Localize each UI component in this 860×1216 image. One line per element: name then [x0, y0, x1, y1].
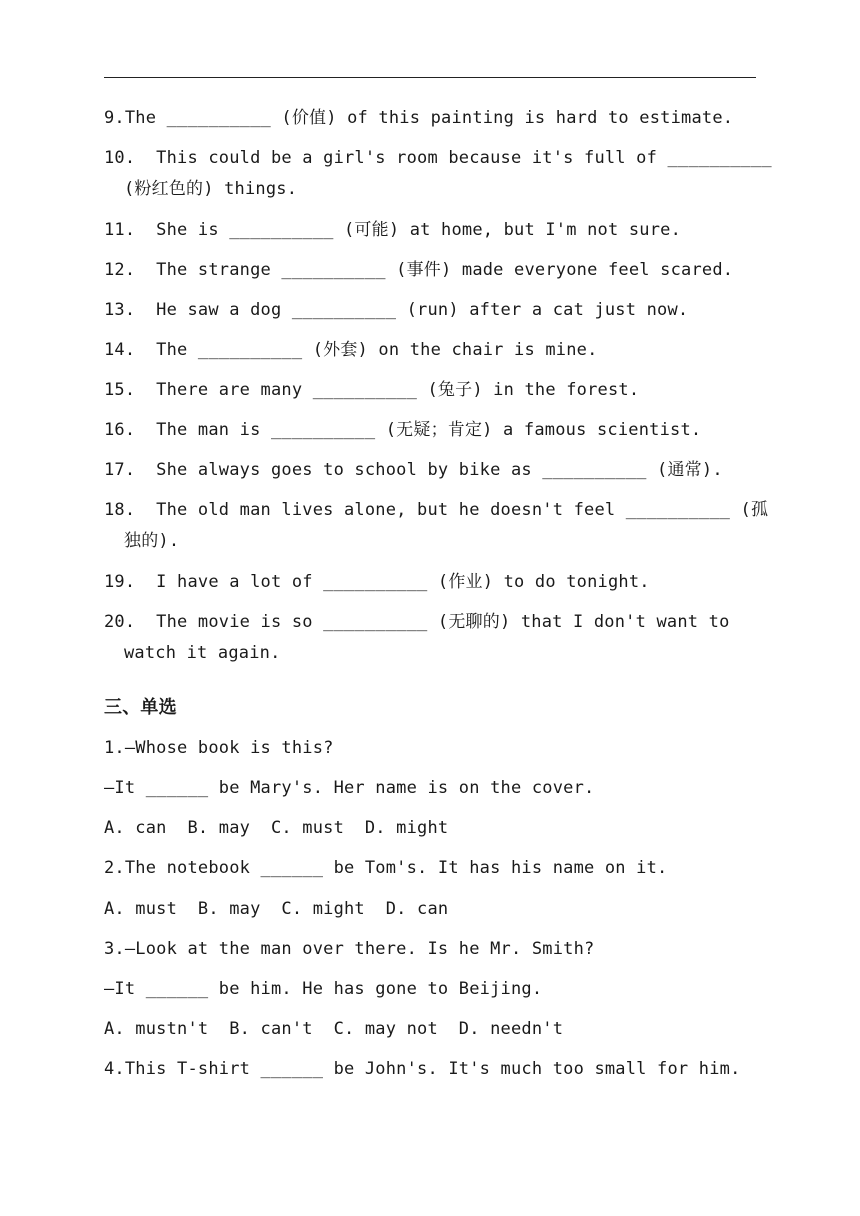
choice-1-stem: 1.—Whose book is this?: [104, 738, 334, 758]
choice-3-options: A. mustn't B. can't C. may not D. needn't: [104, 1019, 564, 1039]
question-15: 15. There are many __________ (兔子) in the forest.: [104, 380, 640, 400]
question-9: 9.The __________ (价值) of this painting is hard to estimate.: [104, 108, 734, 128]
question-18-continued: 独的).: [124, 531, 180, 551]
choice-1-reply: —It ______ be Mary's. Her name is on the cover.: [104, 778, 595, 798]
question-14: 14. The __________ (外套) on the chair is mine.: [104, 340, 598, 360]
question-11: 11. She is __________ (可能) at home, but I'm not sure.: [104, 220, 682, 240]
choice-2-options: A. must B. may C. might D. can: [104, 899, 449, 919]
section-heading: 三、单选: [104, 697, 177, 718]
question-13: 13. He saw a dog __________ (run) after a cat just now.: [104, 300, 689, 320]
question-16: 16. The man is __________ (无疑；肯定) a famous scientist.: [104, 420, 702, 440]
question-20: 20. The movie is so __________ (无聊的) that I don't want to: [104, 612, 730, 632]
question-10-continued: (粉红色的) things.: [124, 179, 298, 199]
question-12: 12. The strange __________ (事件) made everyone feel scared.: [104, 260, 734, 280]
question-20-continued: watch it again.: [124, 643, 281, 663]
question-18: 18. The old man lives alone, but he doesn't feel __________ (孤: [104, 500, 769, 520]
question-10: 10. This could be a girl's room because it's full of __________: [104, 148, 772, 168]
header-rule: [104, 77, 756, 78]
choice-3-reply: —It ______ be him. He has gone to Beijing.: [104, 979, 543, 999]
choice-1-options: A. can B. may C. must D. might: [104, 818, 449, 838]
question-17: 17. She always goes to school by bike as __________ (通常).: [104, 460, 723, 480]
choice-3-stem: 3.—Look at the man over there. Is he Mr. Smith?: [104, 939, 595, 959]
choice-2-stem: 2.The notebook ______ be Tom's. It has his name on it.: [104, 858, 668, 878]
choice-4-stem: 4.This T-shirt ______ be John's. It's much too small for him.: [104, 1059, 741, 1079]
question-19: 19. I have a lot of __________ (作业) to do tonight.: [104, 572, 650, 592]
